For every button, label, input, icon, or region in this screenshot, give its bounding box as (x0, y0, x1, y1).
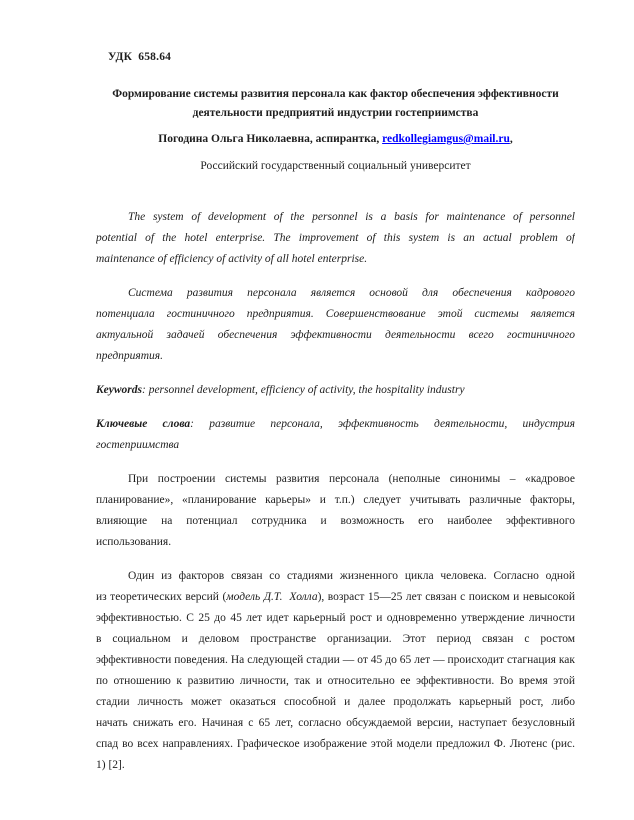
text-line: потенциала гостиничного предприятия. Совершенствование этой системы является (96, 308, 575, 320)
text-line: планирование», «планирование карьеры» и т.п.) следует учитывать различные факторы, (96, 494, 575, 506)
text-line: The system of development of the personnel is a basis for maintenance of personnel (128, 211, 575, 223)
text-line: в социальном и деловом пространстве организации. Этот период связан с ростом (96, 633, 575, 645)
text-line: спад во всех направлениях. Графическое изображение этой модели предложил Ф. Лютенс (рис. (96, 738, 575, 750)
author-line (96, 129, 575, 150)
text-line: При построении системы развития персонала (неполные синонимы – «кадровое (128, 473, 575, 485)
article-title (96, 85, 575, 123)
text-segment: модель Д.Т. Холла (226, 591, 318, 603)
title-line-2: деятельности предприятий индустрии гостеприимства (192, 107, 479, 119)
body-paragraph-1 (96, 469, 575, 553)
author-email-link[interactable]: redkollegiamgus@mail.ru (382, 133, 510, 145)
text-line: Один из факторов связан со стадиями жизненного цикла человека. Согласно одной (128, 570, 575, 582)
body-paragraph-2 (96, 566, 575, 776)
keywords-russian (96, 414, 575, 456)
author-name: Погодина Ольга Николаевна, аспирантка, (158, 133, 383, 145)
keywords-english-label: Keywords (96, 384, 142, 396)
text-line: предприятия. (96, 350, 164, 362)
text-line: влияющие на потенциал сотрудника и возможность его наиболее эффективного (96, 515, 575, 527)
keywords-russian-text: : развитие персонала, эффективность деятельности, индустрия (190, 418, 575, 430)
author-line-suffix: , (509, 133, 513, 145)
title-line-1: Формирование системы развития персонала как фактор обеспечения эффективности (112, 88, 559, 100)
text-line: 1) [2]. (96, 759, 125, 771)
abstract-english (96, 207, 575, 270)
keywords-russian-label: Ключевые слова (96, 418, 191, 430)
text-line: по отношению к развитию личности, так и относительно ее эффективности. Во время этой (96, 675, 575, 687)
abstract-russian (96, 283, 575, 367)
text-line: начать снижать его. Начиная с 65 лет, согласно обсуждаемой версии, наступает безусловный (96, 717, 575, 729)
text-line: maintenance of efficiency of activity of all hotel enterprise. (96, 253, 368, 265)
affiliation: Российский государственный социальный университет (200, 160, 471, 172)
text-line: стадии личность может оказаться способной и далее продолжать карьерный рост, либо (96, 696, 575, 708)
text-line: актуальной задачей обеспечения эффективности деятельности всего гостиничного (96, 329, 575, 341)
text-line: гостеприимства (96, 439, 180, 451)
text-line: эффективностью. С 25 до 45 лет идет карьерный рост и одновременно утверждение личности (96, 612, 575, 624)
keywords-english-text: : personnel development, efficiency of activity, the hospitality industry (142, 384, 465, 396)
text-line: potential of the hotel enterprise. The improvement of this system is an actual problem of (96, 232, 575, 244)
text-line (96, 414, 575, 435)
text-line (96, 587, 575, 608)
udc-label: УДК 658.64 (108, 51, 172, 63)
text-segment: из теоретических версий ( (96, 591, 227, 603)
text-segment: ), возраст 15—25 лет связан с поиском и невысокой (317, 591, 575, 603)
text-line: Система развития персонала является основой для обеспечения кадрового (128, 287, 575, 299)
keywords-english (96, 380, 575, 401)
text-line: эффективности поведения. На следующей стадии — от 45 до 65 лет — происходит стагнация как (96, 654, 575, 666)
text-line: использования. (96, 536, 172, 548)
